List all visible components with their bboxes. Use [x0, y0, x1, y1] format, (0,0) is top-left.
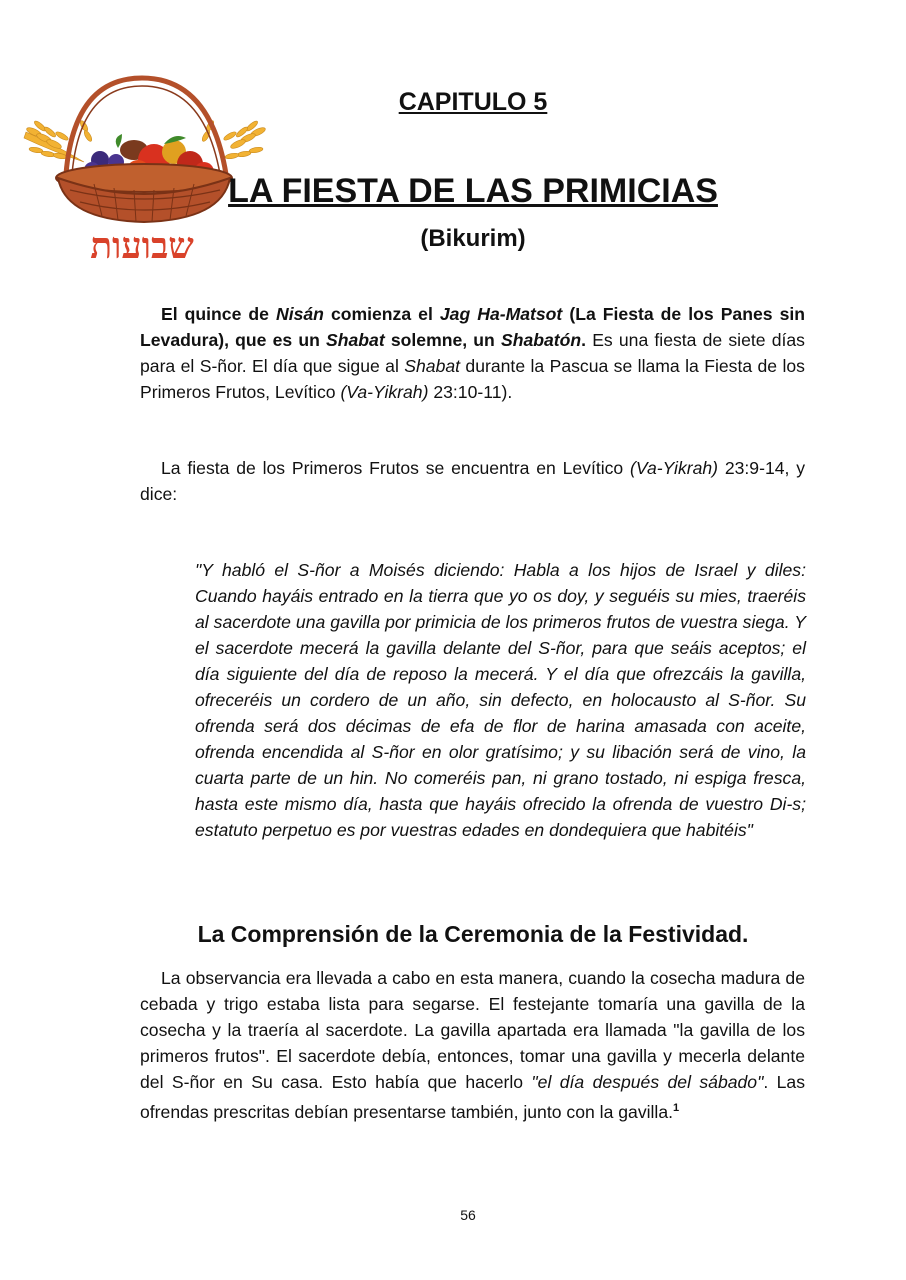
page-title: LA FIESTA DE LAS PRIMICIAS [228, 172, 718, 210]
chapter-label: CAPITULO 5 [398, 88, 548, 116]
section-heading: La Comprensión de la Ceremonia de la Festividad. [197, 921, 749, 947]
text-run: Shabat [326, 330, 385, 350]
text-run: El quince de [161, 304, 276, 324]
text-run: solemne, un [384, 330, 501, 350]
text-run: comienza el [323, 304, 440, 324]
text-run: (Va-Yikrah) [630, 458, 719, 478]
page-number: 56 [460, 1207, 476, 1223]
logo-hebrew-text: שבועות [90, 225, 194, 267]
scripture-quote: "Y habló el S-ñor a Moisés diciendo: Habla a los hijos de Israel y diles: Cuando hayáis entrado en la tierra que yo os doy, y seguéis su mies, traeréis al sacerdote una gavilla por primicia de los primeros frutos de vuestra siega. Y el sacerdote mecerá la gavilla delante del S-ñor, para que seáis aceptos; el día siguiente del día de reposo la mecerá. Y el día que ofrezcáis la gavilla, ofreceréis un cordero de un año, sin defecto, en holocausto al S-ñor. Su ofrenda será dos décimas de efa de flor de harina amasada con aceite, ofrenda encendida al S-ñor en olor gratísimo; y su libación será de vino, la cuarta parte de un hin. No comeréis pan, ni grano tostado, ni espiga fresca, hasta este mismo día, hasta que hayáis ofrecido la ofrenda de vuestro Di-s; estatuto perpetuo es por vuestras edades en dondequiera que habitéis" [195, 560, 806, 840]
paragraph-ceremony [140, 965, 805, 1125]
text-run: . [581, 330, 587, 350]
text-run: La fiesta de los Primeros Frutos se encuentra en Levítico [161, 458, 631, 478]
text-run: 23:9-14, y dice: [140, 458, 805, 504]
footnote-marker[interactable]: 1 [673, 1102, 680, 1114]
text-run: (Va-Yikrah) [340, 382, 429, 402]
text-run: durante la Pascua se llama la Fiesta de los Primeros Frutos, Levítico [140, 356, 805, 402]
text-run: Es una fiesta de siete días para el S-ñor. El día que sigue al [140, 330, 805, 376]
text-run: Nisán [275, 304, 324, 324]
text-run: Shabatón [500, 330, 582, 350]
text-run: Jag Ha-Matsot [439, 304, 563, 324]
paragraph-intro [140, 301, 805, 405]
text-run: La observancia era llevada a cabo en esta manera, cuando la cosecha madura de cebada y trigo estaba lista para segarse. El festejante tomaría una gavilla de la cosecha y la traería al sacerdote. La gavilla apartada era llamada "la gavilla de los primeros frutos". El sacerdote debía, entonces, tomar una gavilla y mecerla delante del S-ñor en Su casa. Esto había que hacerlo [140, 968, 805, 1092]
page-subtitle: (Bikurim) [420, 225, 526, 252]
text-run: Shabat [404, 356, 461, 376]
text-run: "el día después del sábado" [531, 1072, 764, 1092]
text-run: 23:10-11). [428, 382, 513, 402]
text-run: (La Fiesta de los Panes sin Levadura), que es un [140, 304, 805, 350]
paragraph-reference [140, 455, 805, 507]
text-run: . Las ofrendas prescritas debían presentarse también, junto con la gavilla. [140, 1072, 805, 1122]
